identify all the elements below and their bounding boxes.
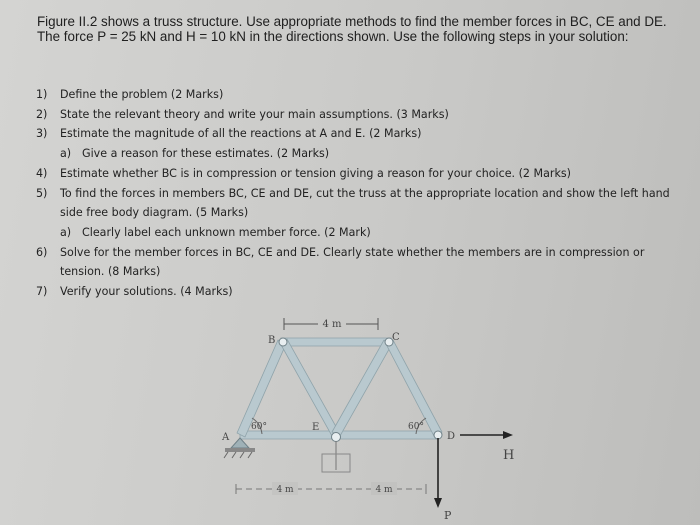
substep-text: Give a reason for these estimates. (2 Marks) xyxy=(82,147,330,161)
load-p xyxy=(434,438,442,508)
member-bc xyxy=(281,338,391,346)
member-be xyxy=(280,339,339,436)
joint-b xyxy=(279,338,287,346)
step-text: Verify your solutions. (4 Marks) xyxy=(60,285,233,299)
joint-e xyxy=(332,433,341,442)
top-dimension xyxy=(284,316,378,330)
step-number: 4) xyxy=(36,166,48,180)
bottom-dimension xyxy=(236,482,426,495)
bottom-span-right-label: 4 m xyxy=(375,485,393,495)
step-text: State the relevant theory and write your main assumptions. (3 Marks) xyxy=(60,107,449,121)
substep-letter: a) xyxy=(60,147,72,161)
step-number: 3) xyxy=(36,127,48,141)
problem-intro: Figure II.2 shows a truss structure. Use appropriate methods to find the member forces in BC, CE and DE. The force P = 25 kN and H = 10 kN in the directions shown. Use the following steps in your solution: xyxy=(37,14,667,44)
step-number: 2) xyxy=(36,107,48,121)
member-ae xyxy=(240,431,336,439)
member-ec xyxy=(332,340,392,436)
node-e-label: E xyxy=(312,422,320,433)
bottom-span-left-label: 4 m xyxy=(276,485,294,495)
node-c-label: C xyxy=(392,332,400,343)
angle-left-label: 60° xyxy=(251,422,267,432)
node-a-label: A xyxy=(222,432,230,443)
step-number: 1) xyxy=(36,88,48,101)
node-b-label: B xyxy=(268,335,276,346)
load-p-label: P xyxy=(444,509,452,522)
step-text: Define the problem (2 Marks) xyxy=(60,88,224,101)
load-h xyxy=(460,431,513,439)
support-e xyxy=(322,441,350,472)
substep-text: Clearly label each unknown member force. (2 Mark) xyxy=(82,225,371,239)
step-text: Estimate whether BC is in compression or tension giving a reason for your choice. (2 Marks) xyxy=(60,166,571,180)
step-number: 5) xyxy=(36,186,48,200)
step-text: Solve for the member forces in BC, CE and DE. Clearly state whether the members are in compression or tension. (8 Marks) xyxy=(60,245,645,279)
step-text: To find the forces in members BC, CE and DE, cut the truss at the appropriate location and show the left hand side free body diagram. (5 Marks) xyxy=(60,186,670,220)
step-number: 6) xyxy=(36,245,48,259)
member-ed xyxy=(336,431,438,439)
substep-letter: a) xyxy=(60,225,72,239)
load-h-label: H xyxy=(503,448,515,463)
top-span-label: 4 m xyxy=(322,319,342,330)
angle-right-label: 60° xyxy=(408,422,424,432)
node-d-label: D xyxy=(447,431,456,442)
step-number: 7) xyxy=(36,285,48,299)
joint-d xyxy=(434,431,442,439)
step-text: Estimate the magnitude of all the reactions at A and E. (2 Marks) xyxy=(60,127,422,141)
